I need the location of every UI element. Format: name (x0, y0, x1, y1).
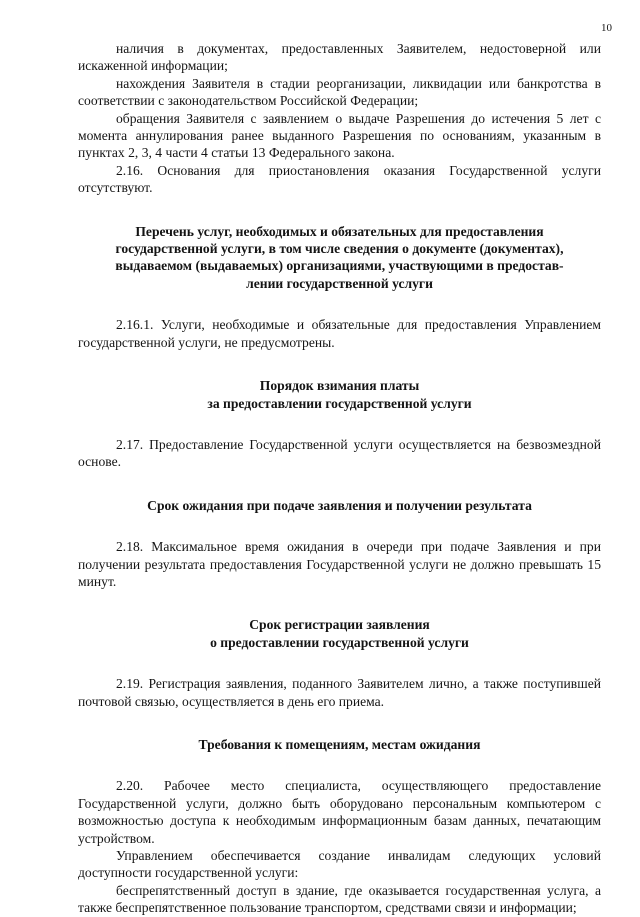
document-body (78, 40, 601, 917)
paragraph-2-19: 2.19. Регистрация заявления, поданного Заявителем лично, а также поступившей почтовой связью, осуществляется в день его приема. (78, 676, 601, 709)
paragraph-repeat-application: обращения Заявителя с заявлением о выдаче Разрешения до истечения 5 лет с момента аннулирования ранее выданного Разрешения по основаниям, указанным в пунктах 2, 3, 4 части 4 статьи 13 Федерального закона. (78, 110, 601, 161)
paragraph-2-16-1: 2.16.1. Услуги, необходимые и обязательные для предоставления Управлением государственной услуги, не предусмотрены. (78, 317, 601, 350)
paragraph-2-18: 2.18. Максимальное время ожидания в очереди при подаче Заявления и при получении результата предоставления Государственной услуги не должно превышать 15 минут. (78, 539, 601, 589)
heading-line: Срок регистрации заявления (249, 617, 430, 633)
heading-registration-time (78, 616, 601, 651)
heading-line: Порядок взимания платы (259, 378, 420, 394)
heading-line: лении государственной услуги (246, 275, 433, 291)
paragraph-2-16: 2.16. Основания для приостановления оказания Государственной услуги отсутствуют. (78, 162, 601, 196)
paragraph-building-access: беспрепятственный доступ в здание, где оказывается государственная услуга, а также беспрепятственное пользование транспортом, средствами связи и информации; (78, 882, 601, 916)
paragraph-reorganization: нахождения Заявителя в стадии реорганизации, ликвидации или банкротства в соответствии с законодательством Российской Федерации; (78, 75, 601, 109)
heading-waiting-time (78, 497, 601, 514)
heading-premises-requirements (78, 736, 601, 753)
paragraph-2-17: 2.17. Предоставление Государственной услуги осуществляется на безвозмездной основе. (78, 436, 601, 470)
heading-line: за предоставлении государственной услуги (207, 395, 472, 411)
heading-fee-procedure (78, 377, 601, 412)
heading-required-services (78, 223, 601, 293)
paragraph-2-20: 2.20. Рабочее место специалиста, осуществляющего предоставление Государственной услуги, должно быть оборудовано персональным компьютером с возможностью доступа к необходимым информационным базам данных, печатающим устройством. (78, 778, 601, 846)
heading-line: выдаваемом (выдаваемых) организациями, участвующими в предостав- (115, 258, 564, 274)
heading-line: Требования к помещениям, местам ожидания (198, 736, 481, 752)
heading-line: Срок ожидания при подаче заявления и получении результата (147, 497, 532, 513)
paragraph-inaccurate-info: наличия в документах, предоставленных Заявителем, недостоверной или искаженной информации; (78, 41, 601, 74)
heading-line: Перечень услуг, необходимых и обязательных для предоставления (135, 223, 544, 239)
page-number: 10 (601, 22, 612, 34)
paragraph-accessibility: Управлением обеспечивается создание инвалидам следующих условий доступности государственной услуги: (78, 848, 601, 881)
heading-line: о предоставлении государственной услуги (210, 634, 469, 650)
heading-line: государственной услуги, в том числе сведения о документе (документах), (115, 241, 564, 257)
